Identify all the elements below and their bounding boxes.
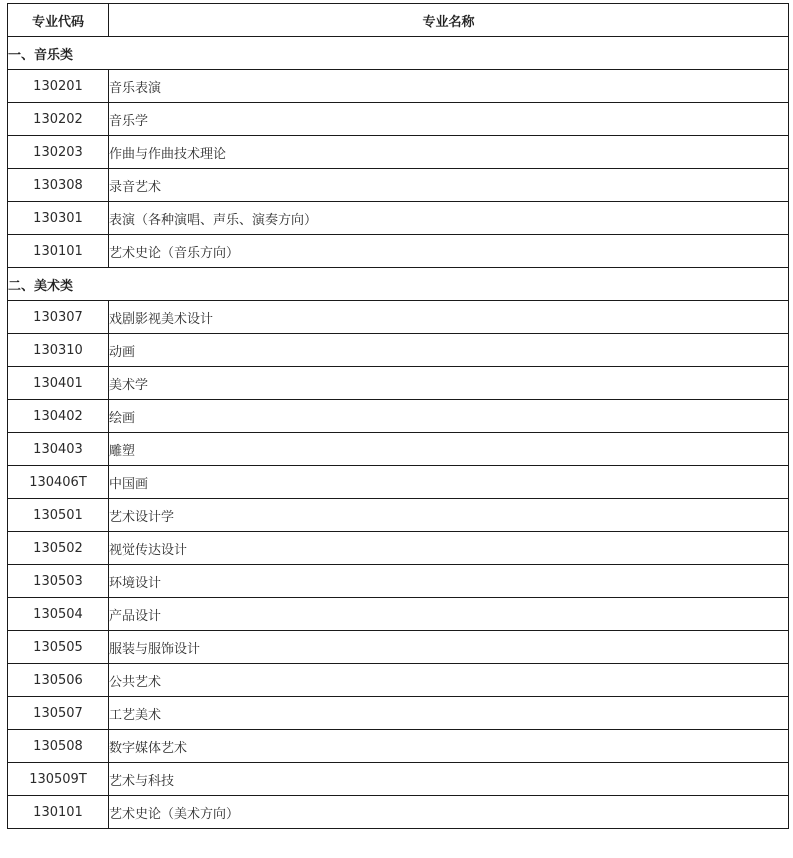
major-name: 绘画: [109, 400, 789, 433]
major-code: 130307: [8, 301, 109, 334]
major-name: 工艺美术: [109, 697, 789, 730]
major-name: 公共艺术: [109, 664, 789, 697]
table-row: [8, 565, 789, 598]
table-row: [8, 169, 789, 202]
major-code: 130508: [8, 730, 109, 763]
major-code: 130401: [8, 367, 109, 400]
major-code: 130203: [8, 136, 109, 169]
major-name: 产品设计: [109, 598, 789, 631]
major-name: 艺术与科技: [109, 763, 789, 796]
table-header: [8, 4, 789, 37]
major-name: 雕塑: [109, 433, 789, 466]
table-row: [8, 598, 789, 631]
major-name: 服装与服饰设计: [109, 631, 789, 664]
major-code: 130101: [8, 796, 109, 829]
table-row: [8, 400, 789, 433]
table-row: [8, 334, 789, 367]
table-row: [8, 730, 789, 763]
major-code: 130101: [8, 235, 109, 268]
major-code: 130506: [8, 664, 109, 697]
major-name: 作曲与作曲技术理论: [109, 136, 789, 169]
major-code: 130501: [8, 499, 109, 532]
table-row: [8, 367, 789, 400]
major-code: 130503: [8, 565, 109, 598]
major-code: 130308: [8, 169, 109, 202]
major-name: 艺术史论（音乐方向）: [109, 235, 789, 268]
table-row: [8, 466, 789, 499]
header-name: 专业名称: [109, 4, 789, 37]
major-name: 艺术史论（美术方向）: [109, 796, 789, 829]
header-row: [8, 4, 789, 37]
section-title: 一、音乐类: [8, 37, 789, 70]
table-row: [8, 796, 789, 829]
table-row: [8, 631, 789, 664]
table-row: [8, 763, 789, 796]
table-row: [8, 235, 789, 268]
major-name: 艺术设计学: [109, 499, 789, 532]
section-title: 二、美术类: [8, 268, 789, 301]
majors-table: [7, 3, 789, 829]
major-name: 音乐学: [109, 103, 789, 136]
table-row: [8, 202, 789, 235]
major-code: 130201: [8, 70, 109, 103]
table-row: [8, 664, 789, 697]
major-code: 130403: [8, 433, 109, 466]
major-code: 130301: [8, 202, 109, 235]
major-code: 130505: [8, 631, 109, 664]
major-code: 130504: [8, 598, 109, 631]
table-row: [8, 433, 789, 466]
major-code: 130310: [8, 334, 109, 367]
table-row: [8, 136, 789, 169]
major-code: 130509T: [8, 763, 109, 796]
major-code: 130507: [8, 697, 109, 730]
major-name: 美术学: [109, 367, 789, 400]
table-row: [8, 499, 789, 532]
section-row-fine-arts: [8, 268, 789, 301]
major-code: 130406T: [8, 466, 109, 499]
major-name: 表演（各种演唱、声乐、演奏方向）: [109, 202, 789, 235]
table-row: [8, 532, 789, 565]
major-name: 环境设计: [109, 565, 789, 598]
major-name: 戏剧影视美术设计: [109, 301, 789, 334]
major-code: 130402: [8, 400, 109, 433]
major-code: 130202: [8, 103, 109, 136]
table-row: [8, 70, 789, 103]
major-code: 130502: [8, 532, 109, 565]
major-name: 录音艺术: [109, 169, 789, 202]
major-name: 视觉传达设计: [109, 532, 789, 565]
major-name: 音乐表演: [109, 70, 789, 103]
major-name: 中国画: [109, 466, 789, 499]
table-row: [8, 301, 789, 334]
table-body: [8, 37, 789, 829]
header-code: 专业代码: [8, 4, 109, 37]
section-row-music: [8, 37, 789, 70]
table-row: [8, 103, 789, 136]
major-name: 动画: [109, 334, 789, 367]
major-name: 数字媒体艺术: [109, 730, 789, 763]
table-row: [8, 697, 789, 730]
